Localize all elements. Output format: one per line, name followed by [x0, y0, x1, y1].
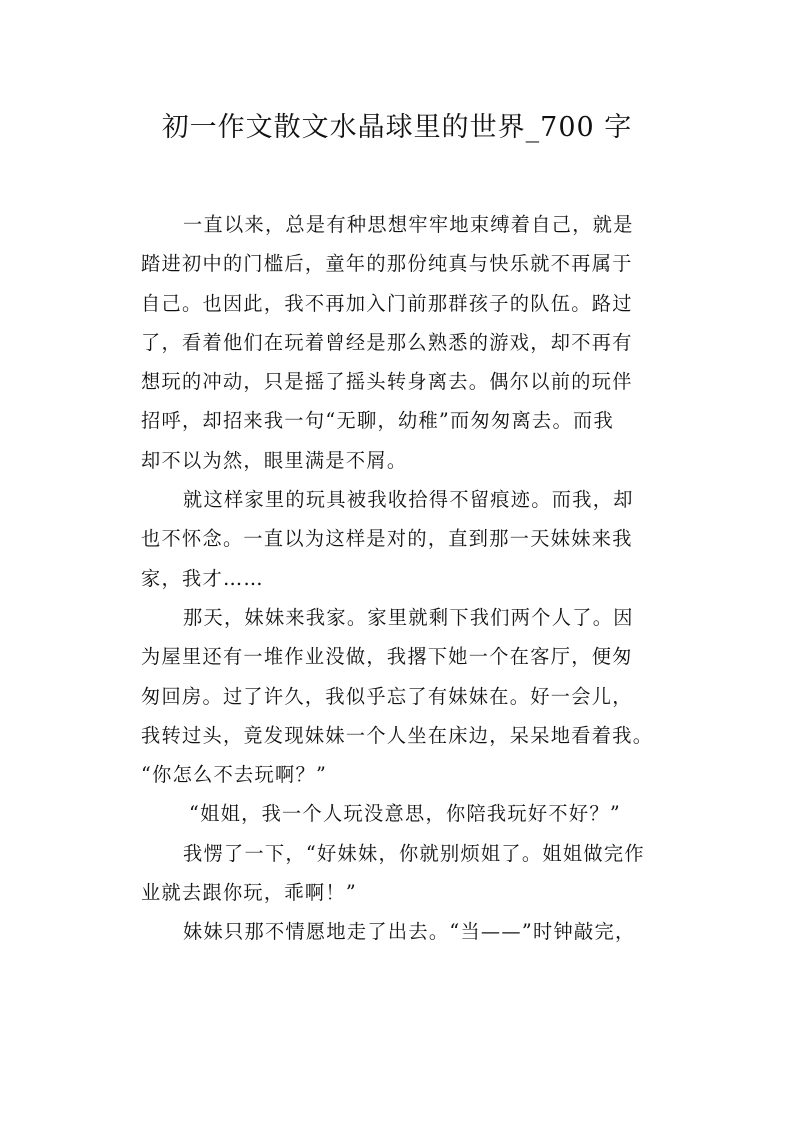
paragraph-line: 业就去跟你玩，乖啊！” [141, 881, 357, 905]
paragraph-line: 了，看着他们在玩着曾经是那么熟悉的游戏，却不再有 [141, 330, 633, 354]
paragraph-line: 为屋里还有一堆作业没做，我撂下她一个在客厅，便匆 [141, 645, 633, 669]
paragraph-line: 一直以来，总是有种思想牢牢地束缚着自己，就是 [183, 213, 634, 236]
paragraph-line: 就这样家里的玩具被我收拾得不留痕迹。而我，却 [183, 488, 634, 512]
paragraph-line: 家，我才…… [141, 566, 264, 590]
paragraph-line: 踏进初中的门槛后，童年的那份纯真与快乐就不再属于 [141, 252, 633, 276]
paragraph-line: 也不怀念。一直以为这样是对的，直到那一天妹妹来我 [141, 527, 633, 551]
paragraph-line: 自己。也因此，我不再加入门前那群孩子的队伍。路过 [141, 291, 633, 315]
document-title: 初一作文散文水晶球里的世界_700 字 [161, 112, 633, 143]
dialogue-line: “你怎么不去玩啊？” [141, 763, 328, 787]
dialogue-line: “姐姐，我一个人玩没意思，你陪我玩好不好？” [189, 802, 621, 826]
paragraph-line: 我转过头，竟发现妹妹一个人坐在床边，呆呆地看着我。 [141, 723, 654, 747]
paragraph-line: 匆回房。过了许久，我似乎忘了有妹妹在。好一会儿， [141, 684, 633, 708]
paragraph-line: 那天，妹妹来我家。家里就剩下我们两个人了。因 [183, 605, 634, 629]
paragraph-line: 却不以为然，眼里满是不屑。 [141, 448, 408, 472]
paragraph-line: 招呼，却招来我一句“无聊，幼稚”而匆匆离去。而我 [141, 409, 614, 433]
paragraph-line: 妹妹只那不情愿地走了出去。“当——”时钟敲完， [183, 920, 636, 944]
essay-body [141, 205, 681, 952]
paragraph-line: 想玩的冲动，只是摇了摇头转身离去。偶尔以前的玩伴 [141, 370, 633, 394]
paragraph-line: 我愣了一下，“好妹妹，你就别烦姐了。姐姐做完作 [183, 841, 645, 865]
